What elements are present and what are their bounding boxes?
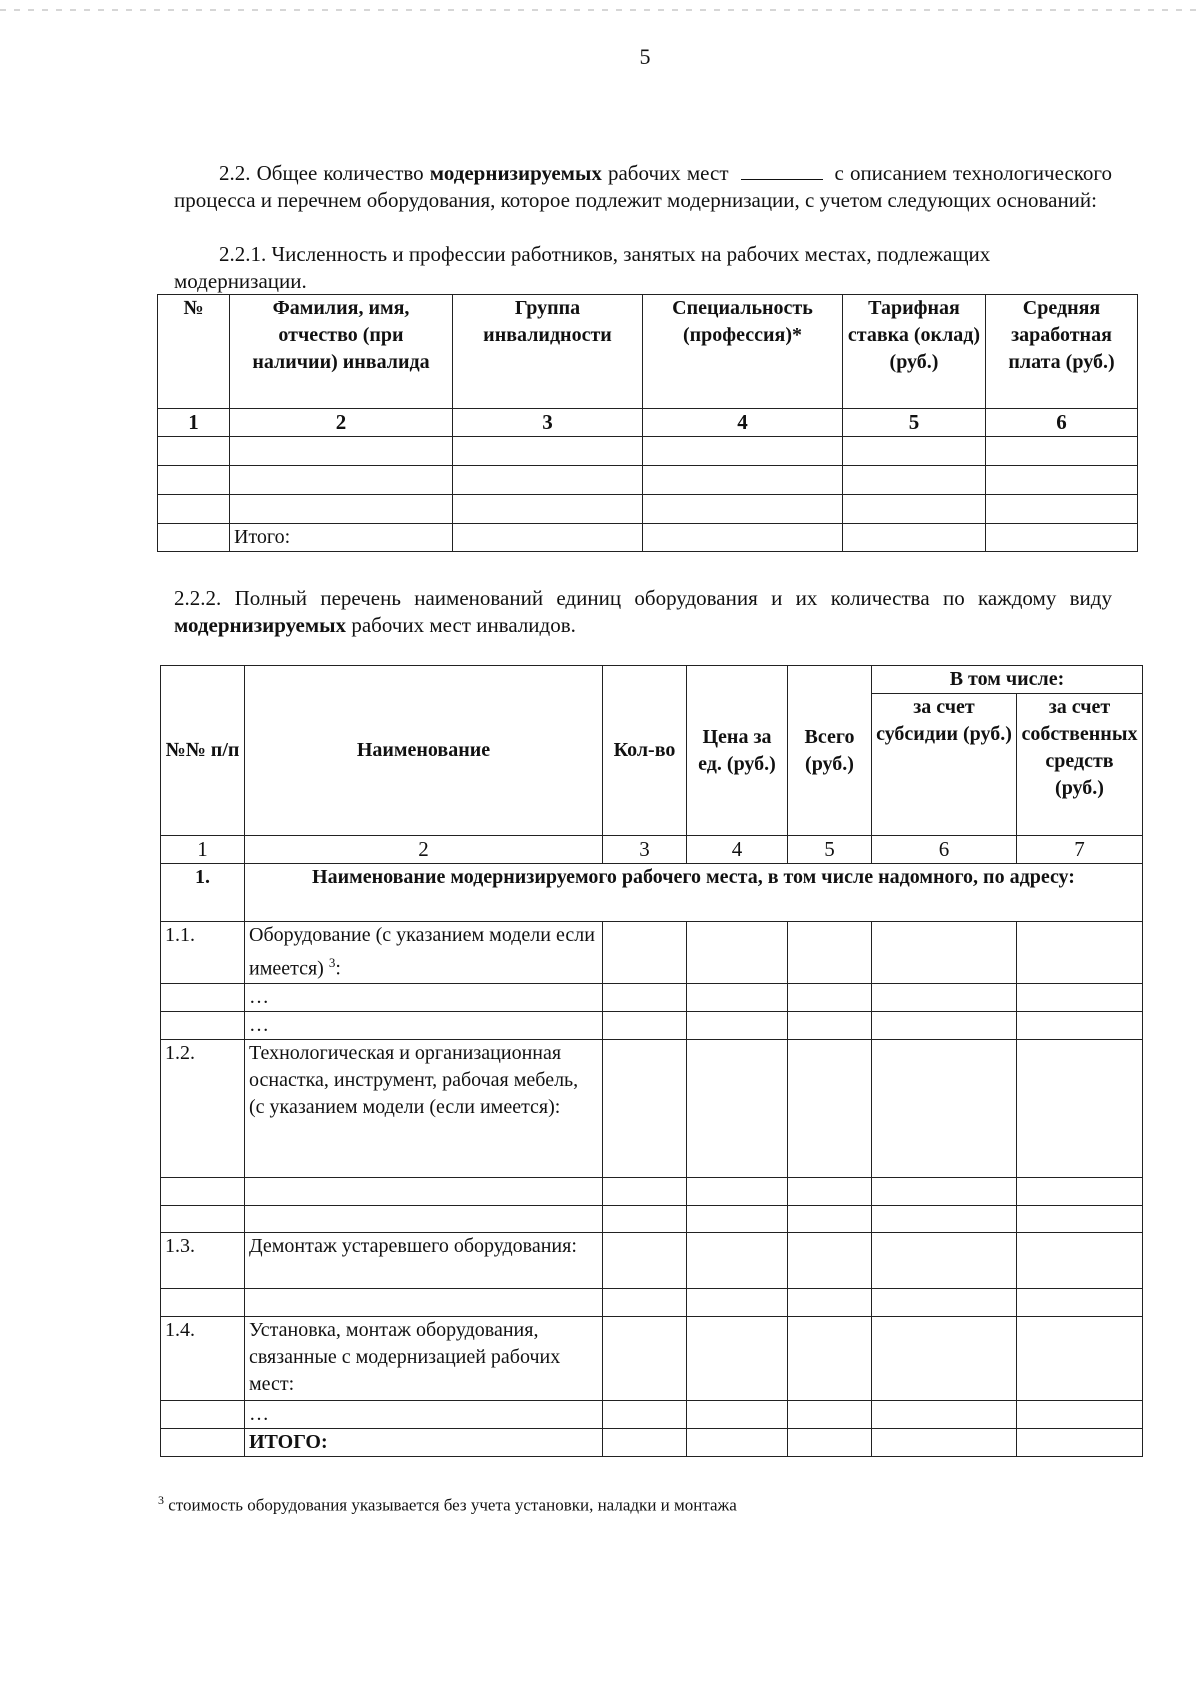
col-header: Цена за ед. (руб.) [687, 666, 788, 836]
col-number: 1 [158, 409, 230, 437]
footnote-mark: 3 [158, 1493, 164, 1507]
col-number: 3 [453, 409, 643, 437]
table-row [161, 1288, 1143, 1316]
row-number: 1.3. [161, 1232, 245, 1288]
col-number: 2 [230, 409, 453, 437]
row-name: Демонтаж устаревшего оборудования: [245, 1232, 603, 1288]
row-name: … [245, 1400, 603, 1428]
col-number: 2 [245, 836, 603, 864]
section-number: 1. [161, 864, 245, 922]
total-row [161, 1428, 1143, 1456]
paragraph-2-2 [174, 160, 1112, 214]
col-header: Фамилия, имя, отчество (при наличии) инвалида [230, 295, 453, 409]
total-label: Итого: [230, 524, 453, 552]
text: с описанием технологического процесса и перечнем оборудования, которое подлежит модернизации, с учетом следующих оснований: [174, 161, 1112, 212]
col-header: Специальность (профессия)* [643, 295, 843, 409]
footnote-text: стоимость оборудования указывается без учета установки, наладки и монтажа [168, 1495, 737, 1515]
text: рабочих мест [607, 161, 729, 185]
total-row [158, 524, 1138, 552]
table-row [158, 466, 1138, 495]
row-name: Установка, монтаж оборудования, связанные с модернизацией рабочих мест: [245, 1316, 603, 1400]
col-number: 3 [603, 836, 687, 864]
footnote [158, 1493, 737, 1516]
col-number: 6 [986, 409, 1138, 437]
bold-term: модернизируемых [429, 161, 602, 185]
table-row [161, 922, 1143, 984]
section-row [161, 864, 1143, 922]
workers-table [157, 294, 1138, 552]
col-number: 5 [843, 409, 986, 437]
total-label: ИТОГО: [245, 1428, 603, 1456]
row-number: 1.4. [161, 1316, 245, 1400]
row-number: 1.2. [161, 1039, 245, 1177]
col-number: 5 [788, 836, 872, 864]
scan-artifact-line [0, 9, 1200, 11]
table-row [161, 983, 1143, 1011]
row-name: … [245, 983, 603, 1011]
col-number: 6 [872, 836, 1017, 864]
section-title: Наименование модернизируемого рабочего места, в том числе надомного, по адресу: [245, 864, 1143, 922]
col-number: 1 [161, 836, 245, 864]
col-header: Средняя заработная плата (руб.) [986, 295, 1138, 409]
col-header: Тарифная ставка (оклад) (руб.) [843, 295, 986, 409]
table-row [161, 1177, 1143, 1205]
col-number: 4 [643, 409, 843, 437]
col-number: 7 [1017, 836, 1143, 864]
col-number: 4 [687, 836, 788, 864]
col-header: за счет субсидии (руб.) [872, 694, 1017, 836]
col-header: Наименование [245, 666, 603, 836]
table-row [161, 1039, 1143, 1177]
table-row [161, 1400, 1143, 1428]
fill-in-blank[interactable] [741, 163, 823, 180]
col-header: за счет собственных средств (руб.) [1017, 694, 1143, 836]
footnote-ref: 3 [328, 955, 336, 970]
col-header: Кол-во [603, 666, 687, 836]
paragraph-2-2-2 [174, 585, 1112, 639]
row-name: … [245, 1011, 603, 1039]
table-row [161, 1316, 1143, 1400]
section-number: 2.2. [219, 161, 251, 185]
table-row [161, 1232, 1143, 1288]
row-number: 1.1. [161, 922, 245, 984]
col-group-header: В том числе: [872, 666, 1143, 694]
col-header: Всего (руб.) [788, 666, 872, 836]
text: рабочих мест инвалидов. [351, 613, 576, 637]
row-name: Оборудование (с указанием модели если имеется) $^3$: [245, 922, 603, 984]
col-header: № [158, 295, 230, 409]
text: Общее количество [256, 161, 424, 185]
table-row [158, 437, 1138, 466]
table-row [161, 1205, 1143, 1232]
row-name: Технологическая и организационная оснастка, инструмент, рабочая мебель, (с указанием модели (если имеется): [245, 1039, 603, 1177]
col-header: Группа инвалидности [453, 295, 643, 409]
text: 2.2.2. Полный перечень наименований единиц оборудования и их количества по каждому виду [174, 586, 1112, 610]
paragraph-2-2-1: 2.2.1. Численность и профессии работников, занятых на рабочих местах, подлежащих модернизации. [174, 242, 991, 293]
bold-term: модернизируемых [174, 613, 347, 637]
table-row [158, 495, 1138, 524]
col-header: №№ п/п [161, 666, 245, 836]
equipment-table [160, 665, 1143, 1457]
table-row [161, 1011, 1143, 1039]
page-number: 5 [639, 44, 651, 69]
